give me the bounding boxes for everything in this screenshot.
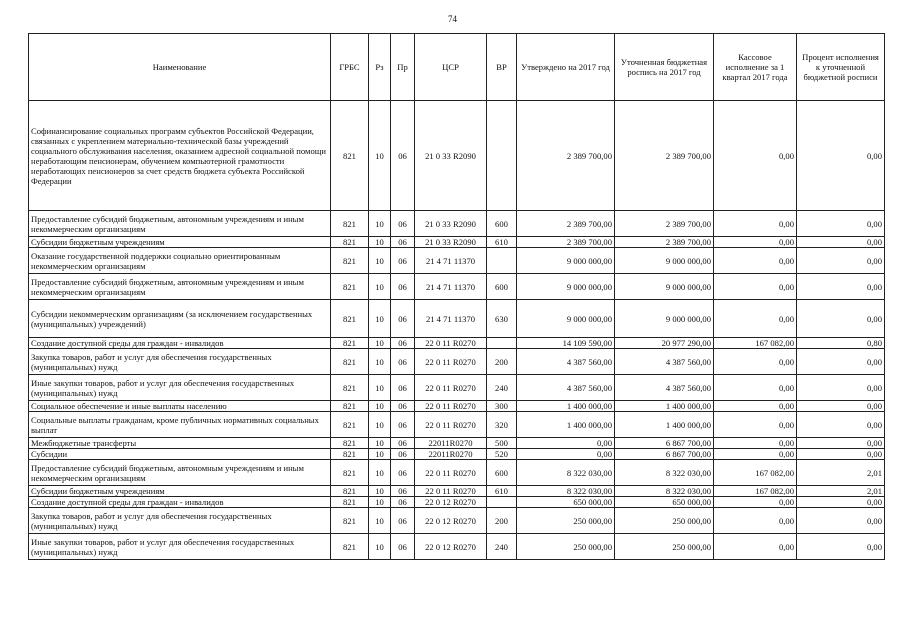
row-grbs: 821 (331, 497, 369, 508)
row-refined: 1 400 000,00 (615, 412, 714, 438)
header-name: Наименование (29, 34, 331, 101)
header-refined: Уточненная бюджетная роспись на 2017 год (615, 34, 714, 101)
row-name: Создание доступной среды для граждан - инвалидов (29, 497, 331, 508)
row-rz: 10 (369, 449, 391, 460)
row-csr: 22 0 11 R0270 (415, 338, 487, 349)
row-vr: 500 (487, 438, 517, 449)
row-csr: 22 0 12 R0270 (415, 508, 487, 534)
row-cash-execution: 0,00 (714, 248, 797, 274)
row-name: Субсидии бюджетным учреждениям (29, 237, 331, 248)
table-row (29, 101, 885, 211)
row-approved: 8 322 030,00 (517, 486, 615, 497)
row-cash-execution: 0,00 (714, 274, 797, 300)
table-row (29, 508, 885, 534)
row-rz: 10 (369, 508, 391, 534)
row-approved: 250 000,00 (517, 508, 615, 534)
row-csr: 21 4 71 11370 (415, 248, 487, 274)
row-vr: 240 (487, 534, 517, 560)
row-name: Субсидии некоммерческим организациям (за исключением государственных (муниципальных) учреждений) (29, 300, 331, 338)
row-vr: 610 (487, 486, 517, 497)
row-pr: 06 (391, 508, 415, 534)
header-rz: Рз (369, 34, 391, 101)
row-rz: 10 (369, 534, 391, 560)
row-vr: 320 (487, 412, 517, 438)
table-row (29, 401, 885, 412)
table-row (29, 534, 885, 560)
table-row (29, 248, 885, 274)
header-vr: ВР (487, 34, 517, 101)
header-pr: Пр (391, 34, 415, 101)
row-cash-execution: 167 082,00 (714, 338, 797, 349)
row-execution-percent: 0,00 (797, 449, 885, 460)
table-row (29, 300, 885, 338)
row-vr: 200 (487, 508, 517, 534)
row-grbs: 821 (331, 460, 369, 486)
row-execution-percent: 0,00 (797, 349, 885, 375)
row-name: Предоставление субсидий бюджетным, автономным учреждениям и иным некоммерческим организациям (29, 460, 331, 486)
row-execution-percent: 0,00 (797, 300, 885, 338)
row-approved: 9 000 000,00 (517, 274, 615, 300)
row-grbs: 821 (331, 300, 369, 338)
table-row (29, 449, 885, 460)
row-refined: 4 387 560,00 (615, 349, 714, 375)
row-csr: 22 0 11 R0270 (415, 401, 487, 412)
row-name: Социальные выплаты гражданам, кроме публичных нормативных социальных выплат (29, 412, 331, 438)
row-csr: 22 0 12 R0270 (415, 497, 487, 508)
row-refined: 1 400 000,00 (615, 401, 714, 412)
row-grbs: 821 (331, 438, 369, 449)
table-row (29, 211, 885, 237)
row-refined: 6 867 700,00 (615, 449, 714, 460)
row-rz: 10 (369, 101, 391, 211)
row-pr: 06 (391, 438, 415, 449)
row-refined: 8 322 030,00 (615, 486, 714, 497)
row-pr: 06 (391, 338, 415, 349)
table-row (29, 237, 885, 248)
row-approved: 250 000,00 (517, 534, 615, 560)
row-name: Закупка товаров, работ и услуг для обеспечения государственных (муниципальных) нужд (29, 508, 331, 534)
row-grbs: 821 (331, 248, 369, 274)
row-rz: 10 (369, 412, 391, 438)
row-execution-percent: 0,00 (797, 248, 885, 274)
table-row (29, 486, 885, 497)
row-name: Иные закупки товаров, работ и услуг для обеспечения государственных (муниципальных) нужд (29, 375, 331, 401)
row-pr: 06 (391, 274, 415, 300)
row-pr: 06 (391, 534, 415, 560)
table-row (29, 338, 885, 349)
row-pr: 06 (391, 449, 415, 460)
row-rz: 10 (369, 237, 391, 248)
header-csr: ЦСР (415, 34, 487, 101)
row-approved: 2 389 700,00 (517, 237, 615, 248)
row-vr (487, 101, 517, 211)
row-vr: 630 (487, 300, 517, 338)
table-row (29, 497, 885, 508)
row-pr: 06 (391, 300, 415, 338)
row-pr: 06 (391, 101, 415, 211)
row-approved: 1 400 000,00 (517, 412, 615, 438)
row-execution-percent: 2,01 (797, 486, 885, 497)
row-vr (487, 497, 517, 508)
row-name: Иные закупки товаров, работ и услуг для обеспечения государственных (муниципальных) нужд (29, 534, 331, 560)
row-cash-execution: 0,00 (714, 237, 797, 248)
row-rz: 10 (369, 375, 391, 401)
row-refined: 9 000 000,00 (615, 248, 714, 274)
row-execution-percent: 0,00 (797, 497, 885, 508)
row-cash-execution: 0,00 (714, 438, 797, 449)
row-csr: 21 4 71 11370 (415, 274, 487, 300)
row-approved: 8 322 030,00 (517, 460, 615, 486)
row-execution-percent: 0,00 (797, 508, 885, 534)
row-csr: 22 0 11 R0270 (415, 349, 487, 375)
row-pr: 06 (391, 401, 415, 412)
row-pr: 06 (391, 237, 415, 248)
row-approved: 2 389 700,00 (517, 211, 615, 237)
row-csr: 22 0 11 R0270 (415, 375, 487, 401)
row-execution-percent: 0,00 (797, 534, 885, 560)
row-approved: 9 000 000,00 (517, 300, 615, 338)
row-cash-execution: 0,00 (714, 449, 797, 460)
row-cash-execution: 167 082,00 (714, 486, 797, 497)
row-execution-percent: 2,01 (797, 460, 885, 486)
row-refined: 250 000,00 (615, 534, 714, 560)
row-approved: 0,00 (517, 438, 615, 449)
row-approved: 9 000 000,00 (517, 248, 615, 274)
row-cash-execution: 0,00 (714, 211, 797, 237)
row-refined: 650 000,00 (615, 497, 714, 508)
row-rz: 10 (369, 274, 391, 300)
row-vr: 610 (487, 237, 517, 248)
row-cash-execution: 0,00 (714, 412, 797, 438)
row-csr: 22011R0270 (415, 438, 487, 449)
row-name: Субсидии бюджетным учреждениям (29, 486, 331, 497)
row-pr: 06 (391, 248, 415, 274)
table-row (29, 375, 885, 401)
row-rz: 10 (369, 349, 391, 375)
table-header-row (29, 34, 885, 101)
row-vr: 300 (487, 401, 517, 412)
row-execution-percent: 0,00 (797, 401, 885, 412)
row-grbs: 821 (331, 508, 369, 534)
row-grbs: 821 (331, 375, 369, 401)
row-vr: 200 (487, 349, 517, 375)
row-grbs: 821 (331, 412, 369, 438)
header-approved: Утверждено на 2017 год (517, 34, 615, 101)
row-grbs: 821 (331, 486, 369, 497)
row-csr: 21 4 71 11370 (415, 300, 487, 338)
row-grbs: 821 (331, 534, 369, 560)
row-name: Предоставление субсидий бюджетным, автономным учреждениям и иным некоммерческим организациям (29, 211, 331, 237)
row-execution-percent: 0,00 (797, 274, 885, 300)
row-grbs: 821 (331, 211, 369, 237)
header-execution-percent: Процент исполнения к уточненной бюджетной росписи (797, 34, 885, 101)
row-execution-percent: 0,00 (797, 211, 885, 237)
row-execution-percent: 0,80 (797, 338, 885, 349)
row-approved: 4 387 560,00 (517, 375, 615, 401)
row-pr: 06 (391, 375, 415, 401)
row-pr: 06 (391, 460, 415, 486)
row-grbs: 821 (331, 274, 369, 300)
row-rz: 10 (369, 401, 391, 412)
row-vr: 600 (487, 211, 517, 237)
row-csr: 22 0 11 R0270 (415, 460, 487, 486)
row-refined: 8 322 030,00 (615, 460, 714, 486)
row-rz: 10 (369, 486, 391, 497)
row-execution-percent: 0,00 (797, 375, 885, 401)
row-refined: 250 000,00 (615, 508, 714, 534)
row-refined: 2 389 700,00 (615, 237, 714, 248)
row-name: Межбюджетные трансферты (29, 438, 331, 449)
row-rz: 10 (369, 438, 391, 449)
table-row (29, 349, 885, 375)
row-name: Закупка товаров, работ и услуг для обеспечения государственных (муниципальных) нужд (29, 349, 331, 375)
row-approved: 0,00 (517, 449, 615, 460)
row-execution-percent: 0,00 (797, 438, 885, 449)
row-approved: 1 400 000,00 (517, 401, 615, 412)
row-grbs: 821 (331, 401, 369, 412)
budget-execution-table (28, 33, 885, 560)
row-execution-percent: 0,00 (797, 412, 885, 438)
row-csr: 21 0 33 R2090 (415, 101, 487, 211)
row-pr: 06 (391, 349, 415, 375)
row-vr: 520 (487, 449, 517, 460)
row-name: Создание доступной среды для граждан - инвалидов (29, 338, 331, 349)
row-cash-execution: 0,00 (714, 534, 797, 560)
row-pr: 06 (391, 486, 415, 497)
row-pr: 06 (391, 497, 415, 508)
row-rz: 10 (369, 497, 391, 508)
row-grbs: 821 (331, 101, 369, 211)
row-csr: 22 0 11 R0270 (415, 412, 487, 438)
row-grbs: 821 (331, 449, 369, 460)
row-csr: 22 0 11 R0270 (415, 486, 487, 497)
row-pr: 06 (391, 211, 415, 237)
row-csr: 21 0 33 R2090 (415, 237, 487, 248)
row-refined: 20 977 290,00 (615, 338, 714, 349)
page-number: 74 (448, 14, 457, 24)
row-name: Субсидии (29, 449, 331, 460)
header-cash-execution: Кассовое исполнение за 1 квартал 2017 года (714, 34, 797, 101)
table-row (29, 438, 885, 449)
row-grbs: 821 (331, 237, 369, 248)
row-rz: 10 (369, 460, 391, 486)
row-cash-execution: 0,00 (714, 497, 797, 508)
row-name: Софинансирование социальных программ субъектов Российской Федерации, связанных с укреплением материально-технической базы учреждений социального обслуживания населения, оказанием адресной социальной помощи неработающим пенсионерам, обучением компьютерной грамотности неработающих пенсионеров за счет средств бюджета субъекта Российской Федерации (29, 101, 331, 211)
table-row (29, 274, 885, 300)
row-cash-execution: 0,00 (714, 349, 797, 375)
row-refined: 2 389 700,00 (615, 211, 714, 237)
row-csr: 22011R0270 (415, 449, 487, 460)
row-cash-execution: 0,00 (714, 508, 797, 534)
row-execution-percent: 0,00 (797, 237, 885, 248)
row-cash-execution: 0,00 (714, 300, 797, 338)
row-name: Оказание государственной поддержки социально ориентированным некоммерческим организациям (29, 248, 331, 274)
row-rz: 10 (369, 338, 391, 349)
row-approved: 4 387 560,00 (517, 349, 615, 375)
row-csr: 22 0 12 R0270 (415, 534, 487, 560)
row-approved: 14 109 590,00 (517, 338, 615, 349)
row-rz: 10 (369, 300, 391, 338)
table-row (29, 460, 885, 486)
row-pr: 06 (391, 412, 415, 438)
row-rz: 10 (369, 248, 391, 274)
row-approved: 2 389 700,00 (517, 101, 615, 211)
row-csr: 21 0 33 R2090 (415, 211, 487, 237)
row-vr (487, 248, 517, 274)
row-vr: 600 (487, 460, 517, 486)
row-cash-execution: 0,00 (714, 375, 797, 401)
row-vr: 240 (487, 375, 517, 401)
row-refined: 9 000 000,00 (615, 300, 714, 338)
header-grbs: ГРБС (331, 34, 369, 101)
row-refined: 9 000 000,00 (615, 274, 714, 300)
row-grbs: 821 (331, 349, 369, 375)
row-cash-execution: 0,00 (714, 401, 797, 412)
row-vr (487, 338, 517, 349)
row-cash-execution: 0,00 (714, 101, 797, 211)
row-refined: 4 387 560,00 (615, 375, 714, 401)
row-refined: 2 389 700,00 (615, 101, 714, 211)
table-row (29, 412, 885, 438)
row-grbs: 821 (331, 338, 369, 349)
row-name: Предоставление субсидий бюджетным, автономным учреждениям и иным некоммерческим организациям (29, 274, 331, 300)
row-rz: 10 (369, 211, 391, 237)
row-vr: 600 (487, 274, 517, 300)
row-name: Социальное обеспечение и иные выплаты населению (29, 401, 331, 412)
row-execution-percent: 0,00 (797, 101, 885, 211)
row-cash-execution: 167 082,00 (714, 460, 797, 486)
row-approved: 650 000,00 (517, 497, 615, 508)
row-refined: 6 867 700,00 (615, 438, 714, 449)
